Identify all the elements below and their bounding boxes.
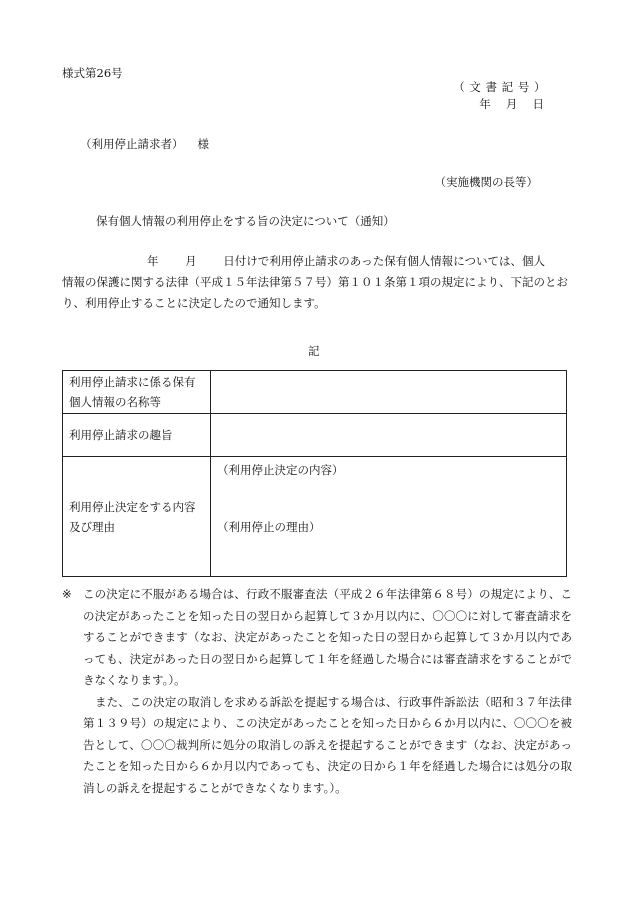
- note-mark: ※: [62, 587, 72, 601]
- row3-label: 利用停止決定をする内容及び理由: [63, 457, 211, 577]
- body-paragraph: [62, 251, 572, 314]
- agency-head: （実施機関の長等）: [434, 175, 538, 189]
- document-id: （ 文 書 記 号 ）: [453, 80, 546, 94]
- row2-label: 利用停止請求の趣旨: [63, 414, 211, 457]
- recipient-honorific: 様: [197, 137, 209, 151]
- row1-value: [211, 371, 567, 414]
- note-paragraph-2: また、この決定の取消しを求める訴訟を提起する場合は、行政事件訴訟法（昭和３７年法律第１３９号）の規定により、この決定があったことを知った日から６か月以内に、〇〇〇を被告として、〇〇〇裁判所に処分の取消しの訴えを提起することができます（なお、決定があったことを知った日から６か月以内であっても、決定の日から１年を経過した場合には処分の取消しの訴えを提起することができなくなります。）。: [83, 694, 572, 795]
- row1-label: 利用停止請求に係る保有個人情報の名称等: [63, 371, 211, 414]
- reason-label: （利用停止の理由）: [217, 520, 321, 534]
- ki-heading: 記: [308, 344, 320, 358]
- table-row: [63, 371, 567, 414]
- document-title: 保有個人情報の利用停止をする旨の決定について（通知）: [96, 214, 395, 228]
- decision-content-label: （利用停止決定の内容）: [217, 463, 344, 477]
- table-row: [63, 457, 567, 577]
- decision-table: [62, 370, 567, 577]
- body-line-1: 年 月 日付けで利用停止請求のあった保有個人情報については、個人: [147, 254, 545, 268]
- recipient-line: [80, 139, 209, 151]
- notes-section: [62, 584, 572, 799]
- table-row: [63, 414, 567, 457]
- row3-value: [211, 457, 567, 577]
- body-line-2: 情報の保護に関する法律（平成１５年法律第５７号）第１０１条第１項の規定により、下記のとお: [62, 275, 568, 289]
- body-line-3: り、利用停止することに決定したので通知します。: [62, 296, 326, 310]
- notes-text: [83, 584, 572, 799]
- date-line: 年 月 日: [479, 97, 544, 111]
- form-number: 様式第26号: [62, 66, 123, 80]
- note-paragraph-1: この決定に不服がある場合は、行政不服審査法（平成２６年法律第６８号）の規定により、この決定があったことを知った日の翌日から起算して３か月以内に、〇〇〇に対して審査請求をすることができます（なお、決定があったことを知った日の翌日から起算して３か月以内であっても、決定があった日の翌日から起算して１年を経過した場合には審査請求をすることができなくなります。）。: [83, 587, 572, 687]
- row2-value: [211, 414, 567, 457]
- recipient-name: （利用停止請求者）: [80, 137, 184, 151]
